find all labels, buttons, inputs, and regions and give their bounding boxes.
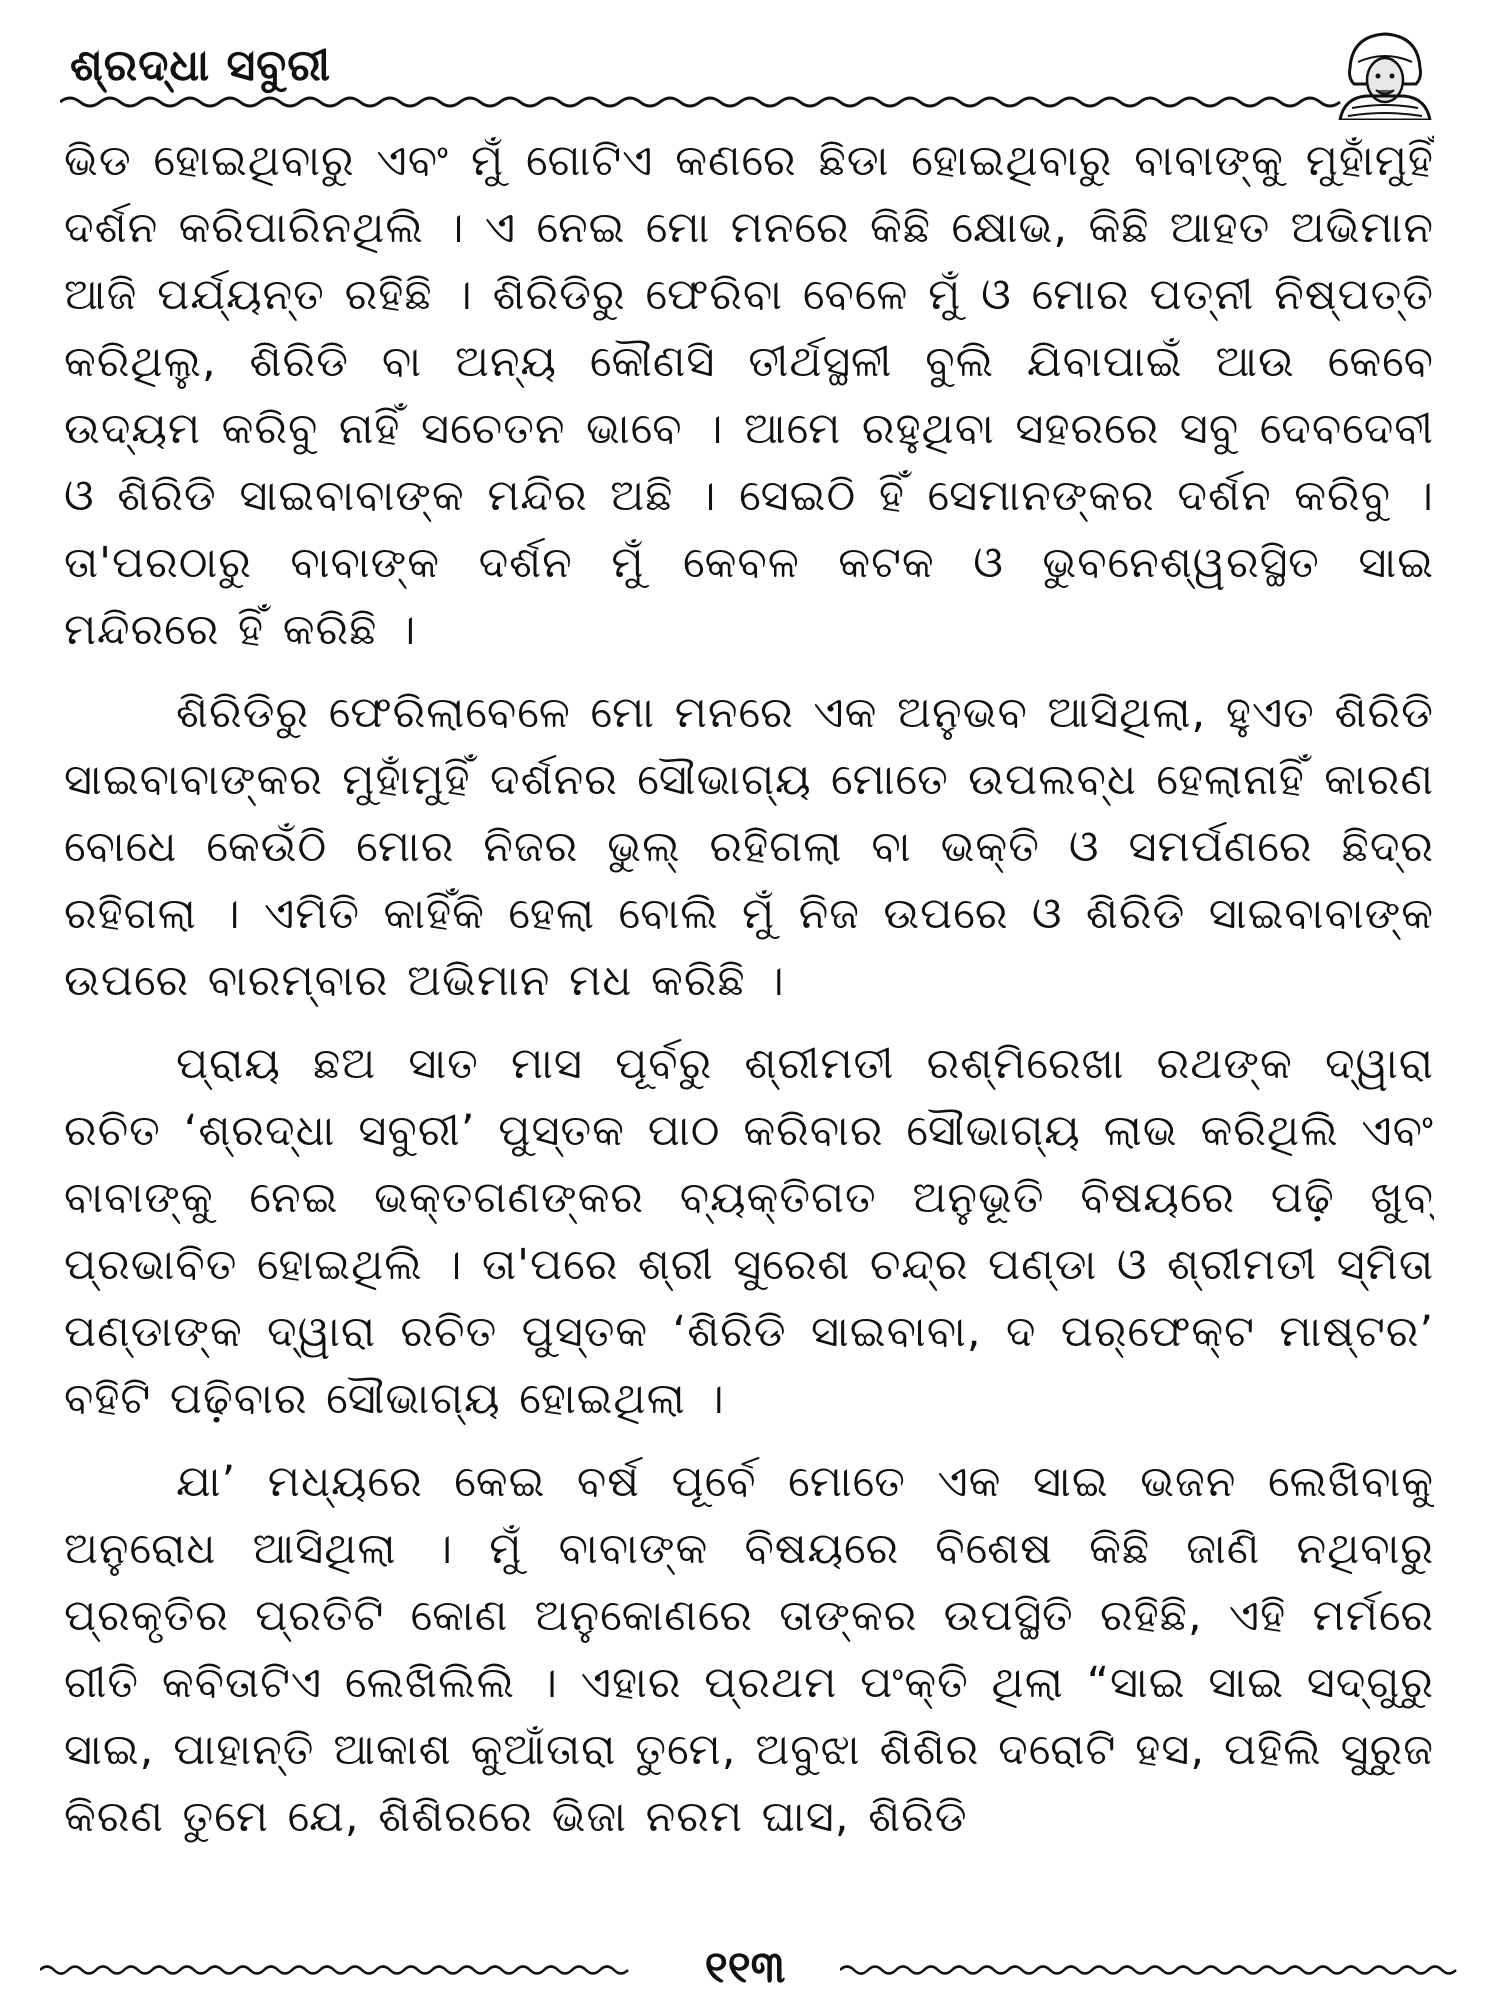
sai-baba-portrait-icon — [1330, 28, 1440, 120]
paragraph-1: ଭିଡ ହୋଇଥିବାରୁ ଏବଂ ମୁଁ ଗୋଟିଏ କଣରେ ଛିଡା ହୋଇଥିବାରୁ ବାବାଙ୍କୁ ମୁହାଁମୁହିଁ ଦର୍ଶନ କରିପାରିନଥିଲି । ଏ ନେଇ ମୋ ମନରେ କିଛି କ୍ଷୋଭ, କିଛି ଆହତ ଅଭିମାନ ଆଜି ପର୍ଯ୍ୟନ୍ତ ରହିଛି । ଶିରିଡିରୁ ଫେରିବା ବେଳେ ମୁଁ ଓ ମୋର ପତ୍ନୀ ନିଷ୍ପତ୍ତି କରିଥିଲୁ, ଶିରିଡି ବା ଅନ୍ୟ କୌଣସି ତୀର୍ଥସ୍ଥଳୀ ବୁଲି ଯିବାପାଇଁ ଆଉ କେବେ ଉଦ୍ୟମ କରିବୁ ନାହିଁ ସଚେତନ ଭାବେ । ଆମେ ରହୁଥିବା ସହରରେ ସବୁ ଦେବଦେବୀ ଓ ଶିରିଡି ସାଇବାବାଙ୍କ ମନ୍ଦିର ଅଛି । ସେଇଠି ହିଁ ସେମାନଙ୍କର ଦର୍ଶନ କରିବୁ । ତା'ପରଠାରୁ ବାବାଙ୍କ ଦର୍ଶନ ମୁଁ କେବଳ କଟକ ଓ ଭୁବନେଶ୍ୱରସ୍ଥିତ ସାଇ ମନ୍ଦିରରେ ହିଁ କରିଛି । — [64, 136, 1434, 655]
footer-wave-left — [40, 1960, 640, 1980]
paragraph-2: ଶିରିଡିରୁ ଫେରିଲାବେଳେ ମୋ ମନରେ ଏକ ଅନୁଭବ ଆସିଥିଲା, ହୁଏତ ଶିରିଡି ସାଇବାବାଙ୍କର ମୁହାଁମୁହିଁ ଦର୍ଶନର ସୌଭାଗ୍ୟ ମୋତେ ଉପଲବ୍ଧ ହେଲାନାହିଁ କାରଣ ବୋଧେ କେଉଁଠି ମୋର ନିଜର ଭୁଲ୍ ରହିଗଲା ବା ଭକ୍ତି ଓ ସମର୍ପଣରେ ଛିଦ୍ର ରହିଗଲା । ଏମିତି କାହିଁକି ହେଲା ବୋଲି ମୁଁ ନିଜ ଉପରେ ଓ ଶିରିଡି ସାଇବାବାଙ୍କ ଉପରେ ବାରମ୍ବାର ଅଭିମାନ ମଧ କରିଛି । — [64, 688, 1434, 1006]
page-footer — [40, 1942, 1460, 1998]
paragraph-4: ଯା’ ମଧ୍ୟରେ କେଇ ବର୍ଷ ପୂର୍ବେ ମୋତେ ଏକ ସାଇ ଭଜନ ଲେଖିବାକୁ ଅନୁରୋଧ ଆସିଥିଲା । ମୁଁ ବାବାଙ୍କ ବିଷୟରେ ବିଶେଷ କିଛି ଜାଣି ନଥିବାରୁ ପ୍ରକୃତିର ପ୍ରତିଟି କୋଣ ଅନୁକୋଣରେ ତାଙ୍କର ଉପସ୍ଥିତି ରହିଛି, ଏହି ମର୍ମରେ ଗୀତି କବିତାଟିଏ ଲେଖିଲିଲି । ଏହାର ପ୍ରଥମ ପଂକ୍ତି ଥିଲା “ସାଇ ସାଇ ସଦ୍‌ଗୁରୁ ସାଇ, ପାହାନ୍ତି ଆକାଶ କୁଆଁତାରା ତୁମେ, ଅବୁଝା ଶିଶିର ଦରୋଟି ହସ, ପହିଲି ସୁରୁଜ କିରଣ ତୁମେ ଯେ, ଶିଶିରରେ ଭିଜା ନରମ ଘାସ, ଶିରିଡି — [64, 1457, 1434, 1842]
page-body — [64, 128, 1434, 1918]
paragraph-3: ପ୍ରାୟ ଛଅ ସାତ ମାସ ପୂର୍ବରୁ ଶ୍ରୀମତୀ ରଶ୍ମିରେଖା ରଥଙ୍କ ଦ୍ୱାରା ରଚିତ ‘ଶ୍ରଦ୍ଧା ସବୁରୀ’ ପୁସ୍ତକ ପାଠ କରିବାର ସୌଭାଗ୍ୟ ଲାଭ କରିଥିଲି ଏବଂ ବାବାଙ୍କୁ ନେଇ ଭକ୍ତଗଣଙ୍କର ବ୍ୟକ୍ତିଗତ ଅନୁଭୂତି ବିଷୟରେ ପଢ଼ି ଖୁବ୍ ପ୍ରଭାବିତ ହୋଇଥିଲି । ତା'ପରେ ଶ୍ରୀ ସୁରେଶ ଚନ୍ଦ୍ର ପଣ୍ଡା ଓ ଶ୍ରୀମତୀ ସ୍ମିତା ପଣ୍ଡାଙ୍କ ଦ୍ୱାରା ରଚିତ ପୁସ୍ତକ ‘ଶିରିଡି ସାଇବାବା, ଦ ପର୍‌ଫେକ୍ଟ ମାଷ୍ଟର’ ବହିଟି ପଢ଼ିବାର ସୌଭାଗ୍ୟ ହୋଇଥିଲା । — [64, 1039, 1434, 1424]
running-title: ଶ୍ରଦ୍ଧା ସବୁରୀ — [70, 40, 332, 91]
page-number: ୧୧୩ — [704, 1942, 786, 1993]
footer-wave-right — [840, 1960, 1460, 1980]
page-header — [60, 28, 1440, 118]
header-wave-divider — [60, 90, 1350, 114]
